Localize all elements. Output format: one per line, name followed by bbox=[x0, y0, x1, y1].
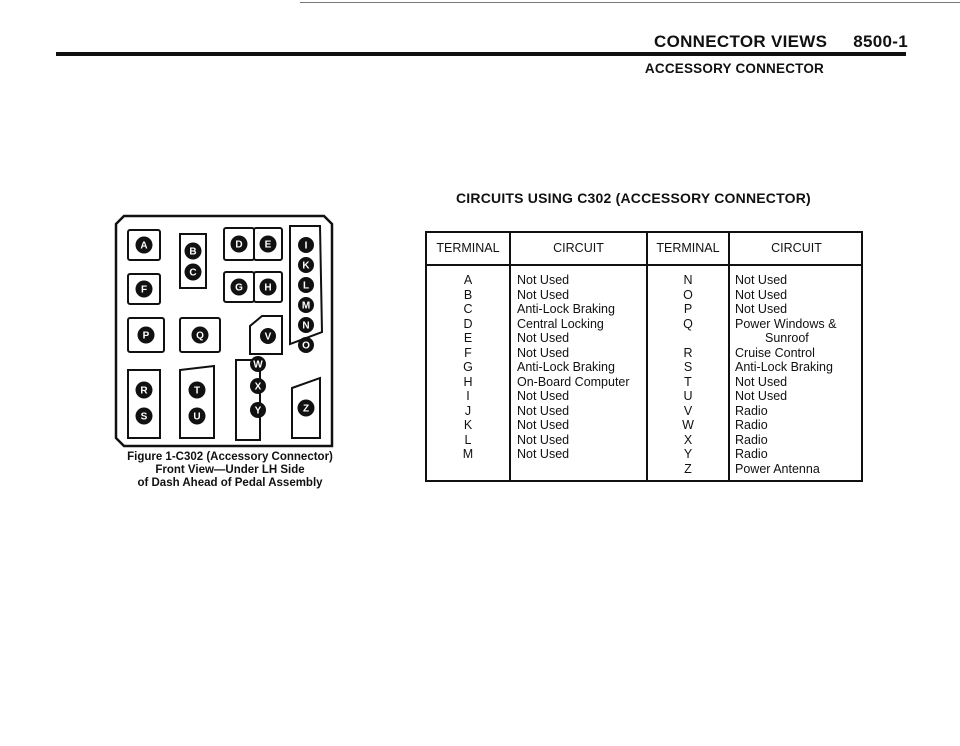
page-title-text: CONNECTOR VIEWS bbox=[654, 32, 828, 51]
pin-m bbox=[298, 297, 314, 313]
table-cell: Y bbox=[683, 447, 693, 461]
svg-text:A: A bbox=[140, 240, 148, 252]
table-cell: Power Antenna bbox=[735, 461, 820, 476]
right-circuit-column bbox=[735, 273, 836, 476]
svg-text:R: R bbox=[140, 385, 148, 397]
svg-text:K: K bbox=[302, 260, 310, 272]
table-divider bbox=[728, 233, 730, 480]
pin-x bbox=[250, 378, 266, 394]
table-cell: Not Used bbox=[517, 389, 570, 403]
circuits-table bbox=[425, 231, 863, 482]
svg-text:W: W bbox=[253, 359, 263, 371]
caption-line-2: Front View—Under LH Side bbox=[155, 464, 305, 476]
table-cell: D bbox=[463, 316, 473, 331]
pin-l bbox=[298, 277, 314, 293]
header-terminal-left: TERMINAL bbox=[436, 241, 500, 255]
pin-v bbox=[260, 328, 276, 344]
table-cell: L bbox=[464, 432, 472, 447]
svg-text:C: C bbox=[189, 267, 197, 279]
table-cell: Anti-Lock Braking bbox=[735, 360, 833, 374]
pin-a bbox=[136, 237, 153, 254]
pin-s bbox=[136, 408, 153, 425]
pin-k bbox=[298, 257, 314, 273]
table-cell: Not Used bbox=[517, 331, 570, 345]
table-cell: Not Used bbox=[517, 287, 570, 302]
pin-f bbox=[136, 281, 153, 298]
table-cell: Not Used bbox=[735, 374, 788, 389]
table-cell: Not Used bbox=[735, 389, 788, 403]
svg-text:D: D bbox=[235, 239, 243, 251]
page-title bbox=[654, 32, 908, 52]
svg-text:L: L bbox=[302, 280, 310, 292]
cavity-tu bbox=[180, 366, 214, 438]
table-cell: J bbox=[464, 403, 472, 418]
pin-u bbox=[189, 408, 206, 425]
svg-text:B: B bbox=[189, 246, 197, 258]
header-terminal-right: TERMINAL bbox=[656, 241, 720, 255]
svg-text:Z: Z bbox=[302, 403, 310, 415]
table-cell: K bbox=[463, 418, 473, 432]
svg-text:I: I bbox=[304, 240, 308, 252]
pin-t bbox=[189, 382, 206, 399]
table-cell: R bbox=[683, 345, 693, 360]
table-cell: On-Board Computer bbox=[517, 374, 630, 389]
table-cell: Z bbox=[684, 461, 692, 476]
svg-text:E: E bbox=[264, 239, 272, 251]
svg-text:H: H bbox=[264, 282, 272, 294]
pin-c bbox=[185, 264, 202, 281]
table-cell: H bbox=[463, 374, 473, 389]
table-cell: O bbox=[683, 287, 693, 302]
table-cell: Not Used bbox=[517, 273, 570, 287]
table-cell: A bbox=[463, 273, 473, 287]
table-cell: Cruise Control bbox=[735, 345, 815, 360]
table-cell: Not Used bbox=[735, 273, 788, 287]
table-cell: S bbox=[683, 360, 693, 374]
table-divider bbox=[509, 233, 511, 480]
svg-text:V: V bbox=[264, 331, 272, 343]
table-cell: M bbox=[462, 447, 474, 461]
svg-text:F: F bbox=[140, 284, 148, 296]
caption-line-3: of Dash Ahead of Pedal Assembly bbox=[137, 477, 323, 489]
table-cell: Not Used bbox=[517, 447, 570, 461]
table-cell: G bbox=[463, 360, 473, 374]
connector-diagram bbox=[110, 214, 346, 454]
table-cell: P bbox=[683, 302, 693, 316]
table-cell: Not Used bbox=[735, 302, 788, 316]
table-cell: Not Used bbox=[517, 432, 570, 447]
pin-w bbox=[250, 356, 266, 372]
pin-r bbox=[136, 382, 153, 399]
left-circuit-column bbox=[517, 273, 630, 462]
cavity-rs bbox=[128, 370, 160, 438]
svg-text:Q: Q bbox=[196, 330, 204, 342]
table-cell: F bbox=[464, 345, 472, 360]
svg-text:P: P bbox=[142, 330, 150, 342]
header-divider bbox=[427, 264, 861, 266]
pin-h bbox=[260, 279, 277, 296]
left-terminal-column bbox=[427, 273, 509, 462]
table-cell: Q bbox=[683, 316, 693, 331]
table-cell: I bbox=[466, 389, 470, 403]
table-cell: Radio bbox=[735, 418, 768, 432]
table-cell: Not Used bbox=[517, 345, 570, 360]
svg-text:T: T bbox=[193, 385, 201, 397]
pin-n bbox=[298, 317, 314, 333]
svg-text:U: U bbox=[193, 411, 201, 423]
table-cell: Radio bbox=[735, 447, 768, 461]
svg-text:N: N bbox=[302, 320, 310, 332]
svg-text:M: M bbox=[301, 300, 311, 312]
table-cell: Central Locking bbox=[517, 316, 604, 331]
header-circuit-right: CIRCUIT bbox=[771, 241, 822, 255]
svg-text:G: G bbox=[235, 282, 243, 294]
table-cell: X bbox=[683, 432, 693, 447]
pin-e bbox=[260, 236, 277, 253]
pin-o bbox=[298, 337, 314, 353]
top-rule bbox=[300, 2, 960, 3]
right-terminal-column bbox=[648, 273, 728, 476]
table-cell: E bbox=[463, 331, 473, 345]
table-cell: U bbox=[683, 389, 693, 403]
pin-z bbox=[298, 400, 315, 417]
svg-text:Y: Y bbox=[254, 405, 262, 417]
figure-caption bbox=[120, 451, 340, 490]
table-cell: Anti-Lock Braking bbox=[517, 302, 615, 316]
pin-b bbox=[185, 243, 202, 260]
svg-text:O: O bbox=[302, 340, 310, 352]
page-subtitle: ACCESSORY CONNECTOR bbox=[644, 61, 824, 76]
table-cell bbox=[648, 331, 728, 346]
table-cell: V bbox=[683, 403, 693, 418]
table-cell: Radio bbox=[735, 432, 768, 447]
svg-text:S: S bbox=[140, 411, 148, 423]
svg-text:X: X bbox=[254, 381, 262, 393]
table-cell: Not Used bbox=[735, 287, 788, 302]
table-cell: Not Used bbox=[517, 403, 570, 418]
table-cell: Sunroof bbox=[765, 331, 809, 345]
table-cell: N bbox=[683, 273, 693, 287]
table-cell: C bbox=[463, 302, 473, 316]
table-cell: Power Windows & bbox=[735, 316, 837, 331]
table-cell: T bbox=[684, 374, 692, 389]
header-rule bbox=[56, 52, 906, 56]
pin-i bbox=[298, 237, 314, 253]
table-cell: Anti-Lock Braking bbox=[517, 360, 615, 374]
caption-line-1: Figure 1-C302 (Accessory Connector) bbox=[127, 451, 333, 463]
pin-q bbox=[192, 327, 209, 344]
table-cell: B bbox=[463, 287, 473, 302]
pin-d bbox=[231, 236, 248, 253]
table-cell: W bbox=[682, 418, 694, 432]
table-cell: Not Used bbox=[517, 418, 570, 432]
page-number: 8500-1 bbox=[853, 32, 908, 51]
header-circuit-left: CIRCUIT bbox=[553, 241, 604, 255]
cavity-wxy bbox=[236, 360, 260, 440]
table-title: CIRCUITS USING C302 (ACCESSORY CONNECTOR) bbox=[456, 190, 811, 206]
pin-y bbox=[250, 402, 266, 418]
pin-p bbox=[138, 327, 155, 344]
table-cell: Radio bbox=[735, 403, 768, 418]
pin-g bbox=[231, 279, 248, 296]
